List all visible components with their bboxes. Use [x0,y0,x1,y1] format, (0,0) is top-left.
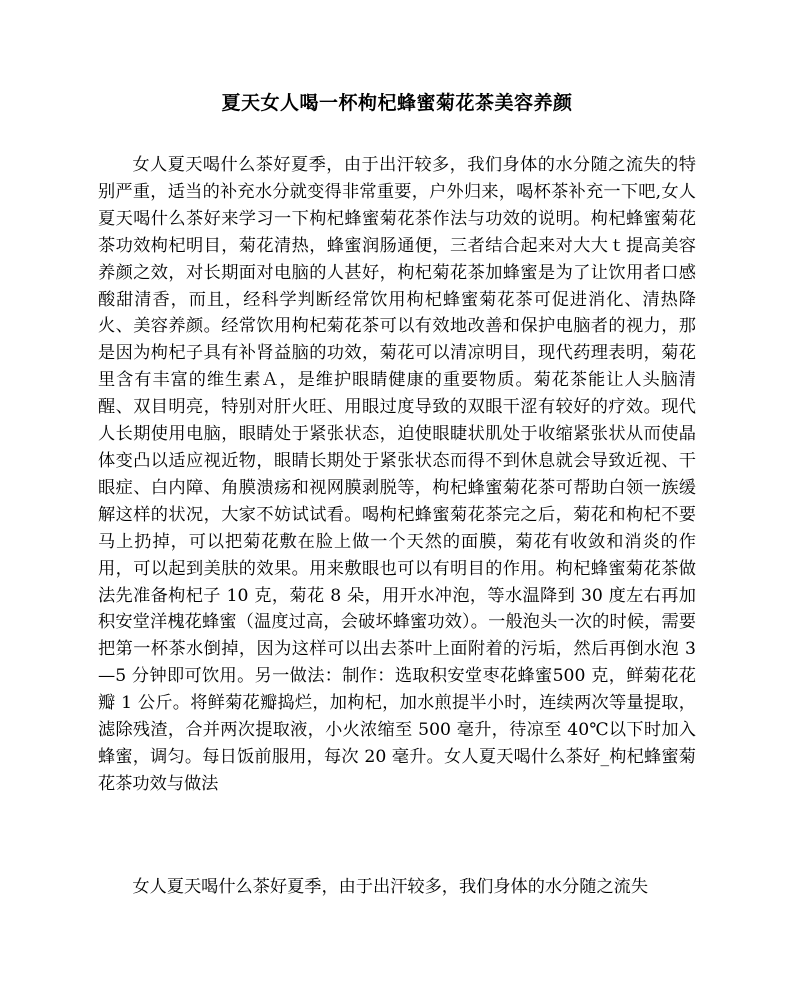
paragraph-1: 女人夏天喝什么茶好夏季，由于出汗较多，我们身体的水分随之流失的特别严重，适当的补充水分就变得非常重要，户外归来，喝杯茶补充一下吧,女人夏天喝什么茶好来学习一下枸杞蜂蜜菊花茶作法与功效的说明。枸杞蜂蜜菊花茶功效枸杞明目，菊花清热，蜂蜜润肠通便，三者结合起来对大大ｔ提高美容养颜之效，对长期面对电脑的人甚好，枸杞菊花茶加蜂蜜是为了让饮用者口感酸甜清香，而且，经科学判断经常饮用枸杞蜂蜜菊花茶可促进消化、清热降火、美容养颜。经常饮用枸杞菊花茶可以有效地改善和保护电脑者的视力，那是因为枸杞子具有补肾益脑的功效，菊花可以清凉明目，现代药理表明，菊花里含有丰富的维生素Ａ，是维护眼睛健康的重要物质。菊花茶能让人头脑清醒、双目明亮，特别对肝火旺、用眼过度导致的双眼干涩有较好的疗效。现代人长期使用电脑，眼睛处于紧张状态，迫使眼睫状肌处于收缩紧张状从而使晶体变凸以适应视近物，眼睛长期处于紧张状态而得不到休息就会导致近视、干眼症、白内障、角膜溃疡和视网膜剥脱等，枸杞蜂蜜菊花茶可帮助白领一族缓解这样的状况，大家不妨试试看。喝枸杞蜂蜜菊花茶完之后，菊花和枸杞不要马上扔掉，可以把菊花敷在脸上做一个天然的面膜，菊花有收敛和消炎的作用，可以起到美肤的效果。用来敷眼也可以有明目的作用。枸杞蜂蜜菊花茶做法先准备枸杞子 10 克，菊花 8 朵，用开水冲泡，等水温降到 30 度左右再加积安堂洋槐花蜂蜜（温度过高，会破坏蜂蜜功效）。一般泡头一次的时候，需要把第一杯茶水倒掉，因为这样可以出去茶叶上面附着的污垢，然后再倒水泡 3—5 分钟即可饮用。另一做法：制作：选取积安堂枣花蜂蜜500 克，鲜菊花花瓣 1 公斤。将鲜菊花瓣捣烂，加枸杞，加水煎提半小时，连续两次等量提取，滤除残渣，合并两次提取液，小火浓缩至 500 毫升，待凉至 40℃以下时加入蜂蜜，调匀。每日饭前服用，每次 20 毫升。女人夏天喝什么茶好_枸杞蜂蜜菊花茶功效与做法 [98,155,696,794]
document-title: 夏天女人喝一杯枸杞蜂蜜菊花茶美容养颜 [221,92,573,114]
paragraph-2: 女人夏天喝什么茶好夏季，由于出汗较多，我们身体的水分随之流失 [132,877,649,897]
document-body [98,152,696,798]
